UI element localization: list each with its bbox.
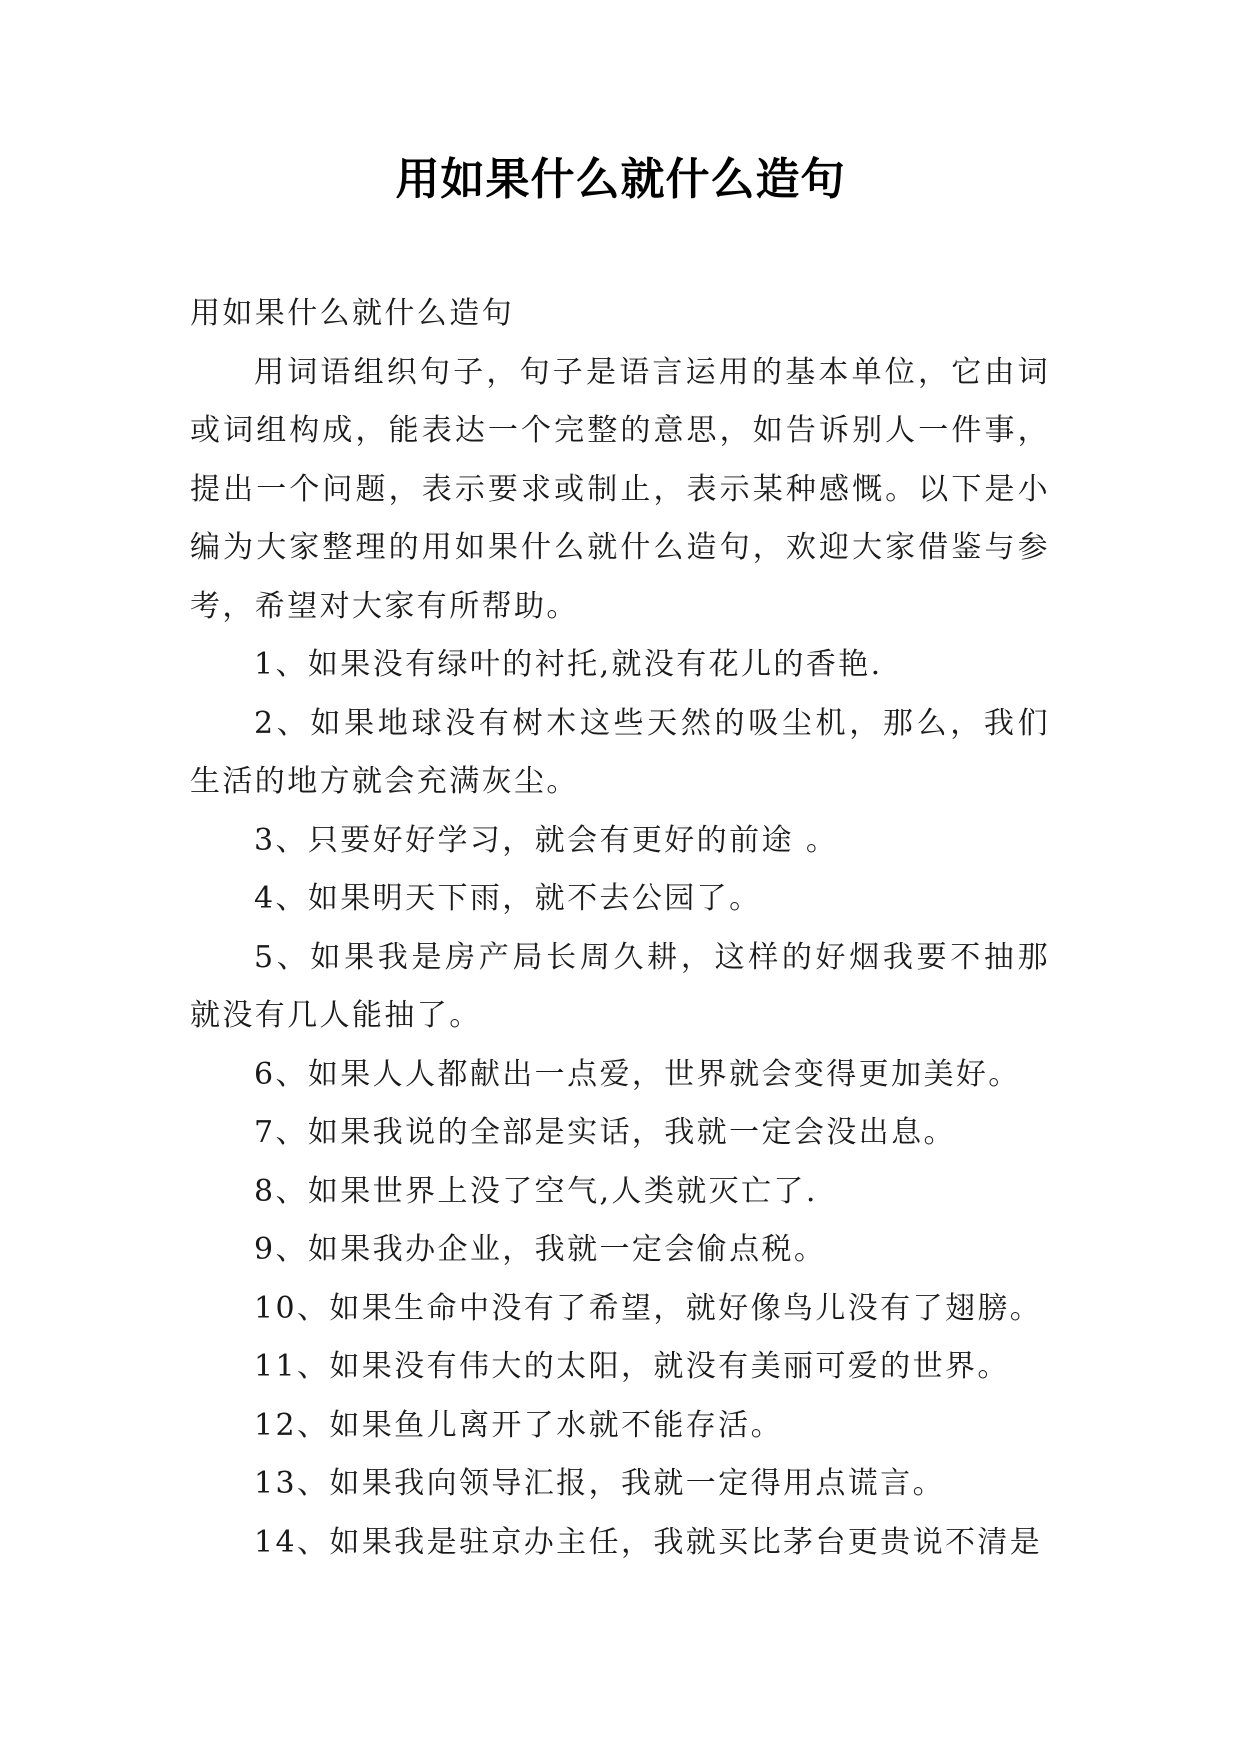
example-sentence: 1、如果没有绿叶的衬托,就没有花儿的香艳. <box>254 647 883 682</box>
document-subtitle: 用如果什么就什么造句 <box>190 296 514 331</box>
example-sentence: 13、如果我向领导汇报，我就一定得用点谎言。 <box>254 1466 945 1501</box>
example-sentence: 11、如果没有伟大的太阳，就没有美丽可爱的世界。 <box>254 1349 1010 1384</box>
intro-paragraph: 用词语组织句子，句子是语言运用的基本单位，它由词或词组构成，能表达一个完整的意思，如告诉别人一件事，提出一个问题，表示要求或制止，表示某种感慨。以下是小编为大家整理的用如果什么就什么造句，欢迎大家借鉴与参考，希望对大家有所帮助。 <box>190 354 1050 624</box>
example-sentence: 7、如果我说的全部是实话，我就一定会没出息。 <box>254 1115 956 1150</box>
example-sentence: 3、只要好好学习，就会有更好的前途 。 <box>254 822 839 858</box>
example-sentence: 10、如果生命中没有了希望，就好像鸟儿没有了翅膀。 <box>254 1290 1043 1326</box>
example-sentence: 14、如果我是驻京办主任，我就买比茅台更贵说不清是 <box>254 1524 1043 1560</box>
document-body <box>190 285 1050 1572</box>
example-sentence: 12、如果鱼儿离开了水就不能存活。 <box>254 1407 783 1443</box>
document-title: 用如果什么就什么造句 <box>395 154 846 205</box>
example-sentence: 6、如果人人都献出一点爱，世界就会变得更加美好。 <box>254 1056 1021 1092</box>
example-sentence: 2、如果地球没有树木这些天然的吸尘机，那么，我们生活的地方就会充满灰尘。 <box>190 705 1050 799</box>
example-sentence: 4、如果明天下雨，就不去公园了。 <box>254 881 762 916</box>
example-sentence: 9、如果我办企业，我就一定会偷点税。 <box>254 1232 827 1267</box>
example-sentence: 5、如果我是房产局长周久耕，这样的好烟我要不抽那就没有几人能抽了。 <box>190 939 1050 1033</box>
example-sentence: 8、如果世界上没了空气,人类就灭亡了. <box>254 1173 818 1209</box>
